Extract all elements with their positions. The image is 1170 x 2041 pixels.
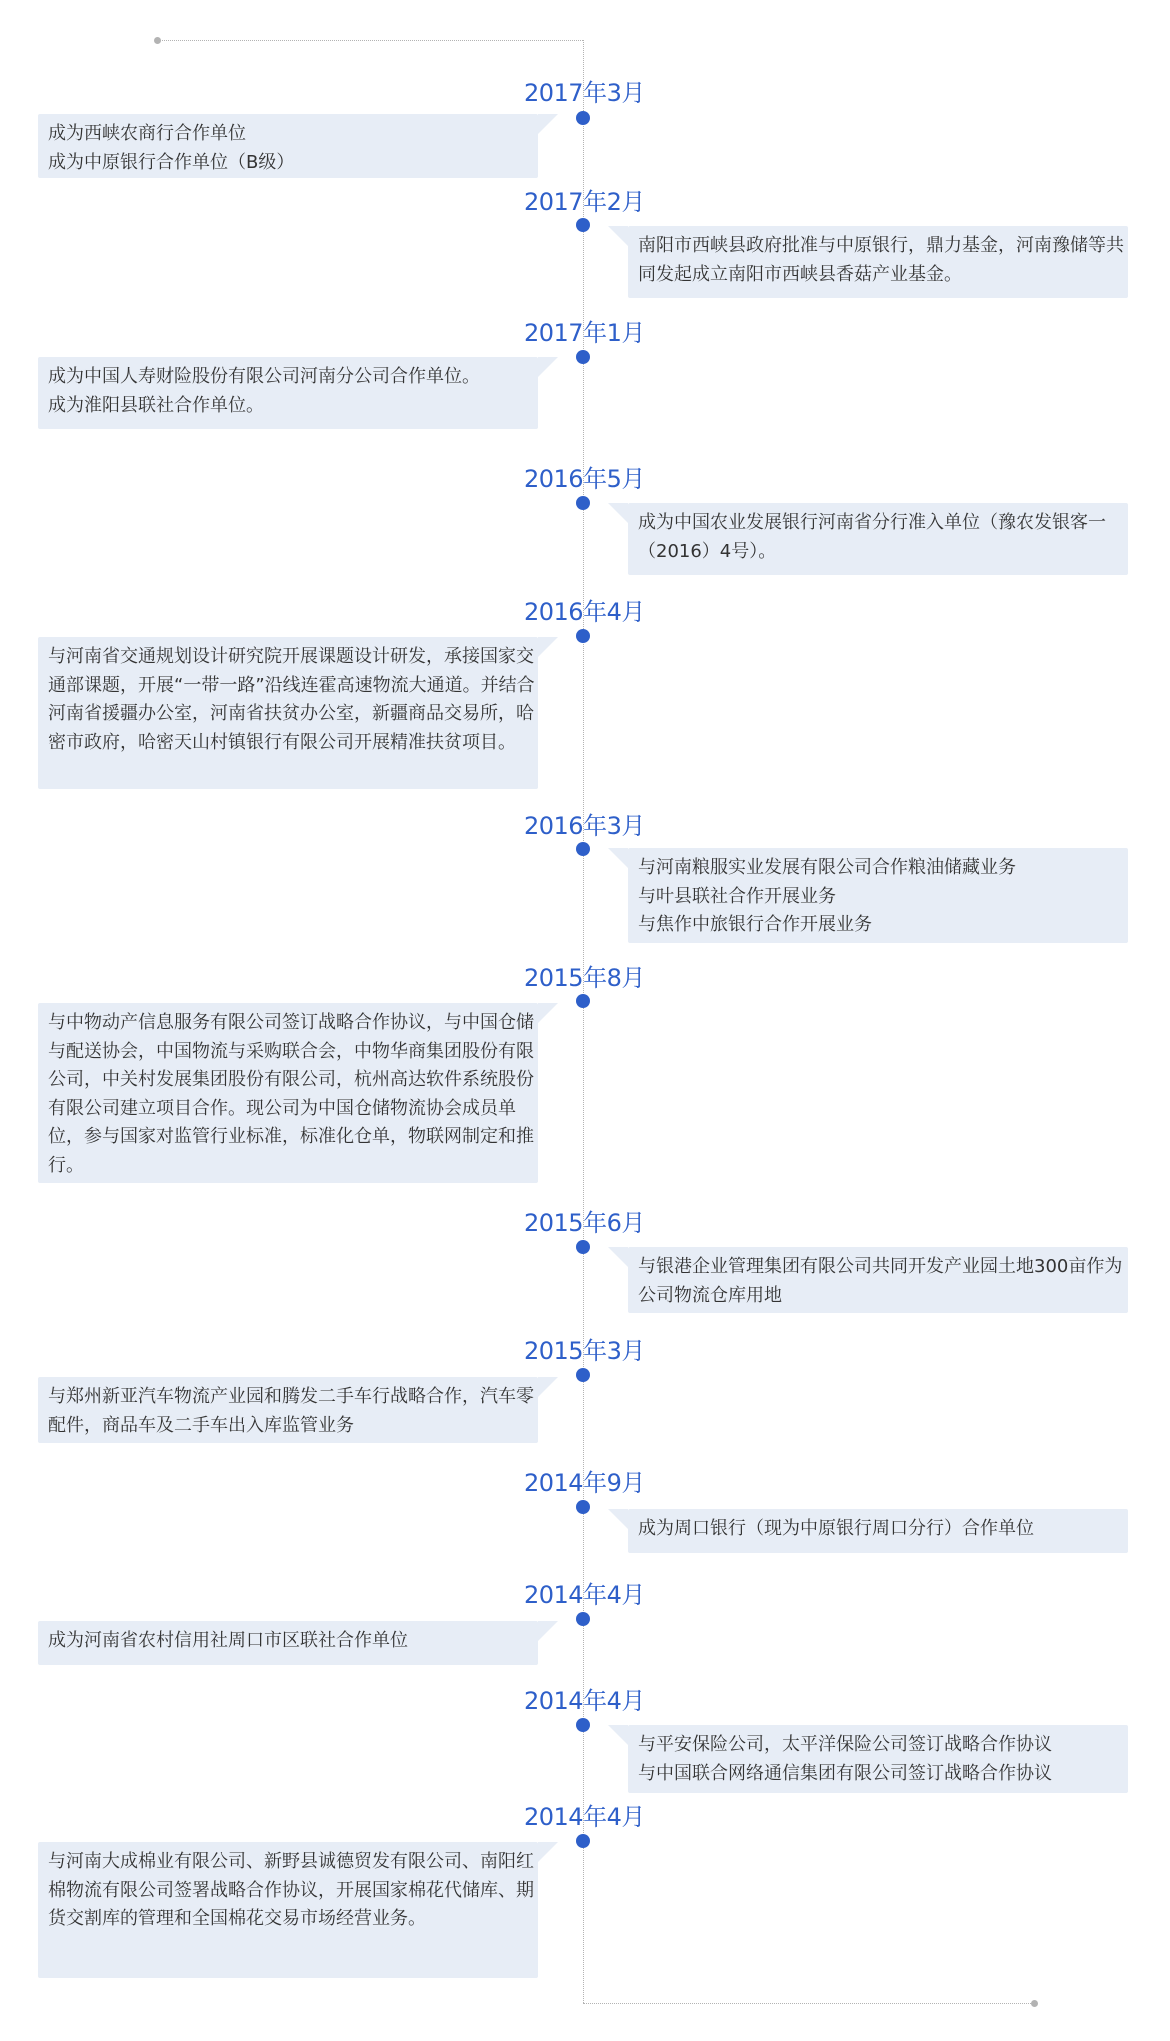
- timeline-top-connector: [158, 40, 583, 41]
- event-date: 2016年3月: [524, 812, 645, 840]
- event-date: 2014年9月: [524, 1469, 645, 1497]
- timeline-marker-dot: [576, 994, 590, 1008]
- event-date: 2016年4月: [524, 598, 645, 626]
- timeline-marker-dot: [576, 1612, 590, 1626]
- timeline-marker-dot: [576, 1368, 590, 1382]
- event-date: 2016年5月: [524, 465, 645, 493]
- timeline-end-dot: [1031, 2000, 1038, 2007]
- event-date: 2017年1月: [524, 319, 645, 347]
- event-description: 成为中国农业发展银行河南省分行准入单位（豫农发银客一（2016）4号）。: [628, 503, 1128, 575]
- event-description: 成为中国人寿财险股份有限公司河南分公司合作单位。 成为淮阳县联社合作单位。: [38, 357, 538, 429]
- timeline-marker-dot: [576, 218, 590, 232]
- event-description: 南阳市西峡县政府批准与中原银行，鼎力基金，河南豫储等共同发起成立南阳市西峡县香菇产业基金。: [628, 226, 1128, 298]
- timeline-bottom-connector: [583, 2003, 1033, 2004]
- event-date: 2014年4月: [524, 1803, 645, 1831]
- event-date: 2014年4月: [524, 1687, 645, 1715]
- event-date: 2014年4月: [524, 1581, 645, 1609]
- event-date: 2017年2月: [524, 188, 645, 216]
- event-description: 成为周口银行（现为中原银行周口分行）合作单位: [628, 1509, 1128, 1553]
- event-description: 与平安保险公司，太平洋保险公司签订战略合作协议 与中国联合网络通信集团有限公司签订战略合作协议: [628, 1725, 1128, 1793]
- timeline-marker-dot: [576, 629, 590, 643]
- event-description: 与河南省交通规划设计研究院开展课题设计研发，承接国家交通部课题，开展“一带一路”沿线连霍高速物流大通道。并结合河南省援疆办公室，河南省扶贫办公室，新疆商品交易所，哈密市政府，哈密天山村镇银行有限公司开展精准扶贫项目。: [38, 637, 538, 789]
- timeline-marker-dot: [576, 1500, 590, 1514]
- timeline-marker-dot: [576, 842, 590, 856]
- event-date: 2015年3月: [524, 1337, 645, 1365]
- event-description: 与中物动产信息服务有限公司签订战略合作协议，与中国仓储与配送协会，中国物流与采购联合会，中物华商集团股份有限公司，中关村发展集团股份有限公司，杭州高达软件系统股份有限公司建立项目合作。现公司为中国仓储物流协会成员单位，参与国家对监管行业标准，标准化仓单，物联网制定和推行。: [38, 1003, 538, 1183]
- timeline-marker-dot: [576, 496, 590, 510]
- event-description: 成为河南省农村信用社周口市区联社合作单位: [38, 1621, 538, 1665]
- timeline-marker-dot: [576, 1240, 590, 1254]
- event-description: 成为西峡农商行合作单位 成为中原银行合作单位（B级）: [38, 114, 538, 178]
- event-date: 2015年6月: [524, 1209, 645, 1237]
- timeline-start-dot: [154, 37, 161, 44]
- event-date: 2017年3月: [524, 79, 645, 107]
- event-description: 与银港企业管理集团有限公司共同开发产业园土地300亩作为公司物流仓库用地: [628, 1247, 1128, 1313]
- event-description: 与河南大成棉业有限公司、新野县诚德贸发有限公司、南阳红棉物流有限公司签署战略合作协议，开展国家棉花代储库、期货交割库的管理和全国棉花交易市场经营业务。: [38, 1842, 538, 1978]
- timeline-marker-dot: [576, 1834, 590, 1848]
- timeline-marker-dot: [576, 350, 590, 364]
- timeline-marker-dot: [576, 1718, 590, 1732]
- event-description: 与河南粮服实业发展有限公司合作粮油储藏业务 与叶县联社合作开展业务 与焦作中旅银行合作开展业务: [628, 848, 1128, 943]
- event-date: 2015年8月: [524, 964, 645, 992]
- event-description: 与郑州新亚汽车物流产业园和腾发二手车行战略合作，汽车零配件，商品车及二手车出入库监管业务: [38, 1377, 538, 1443]
- timeline-marker-dot: [576, 111, 590, 125]
